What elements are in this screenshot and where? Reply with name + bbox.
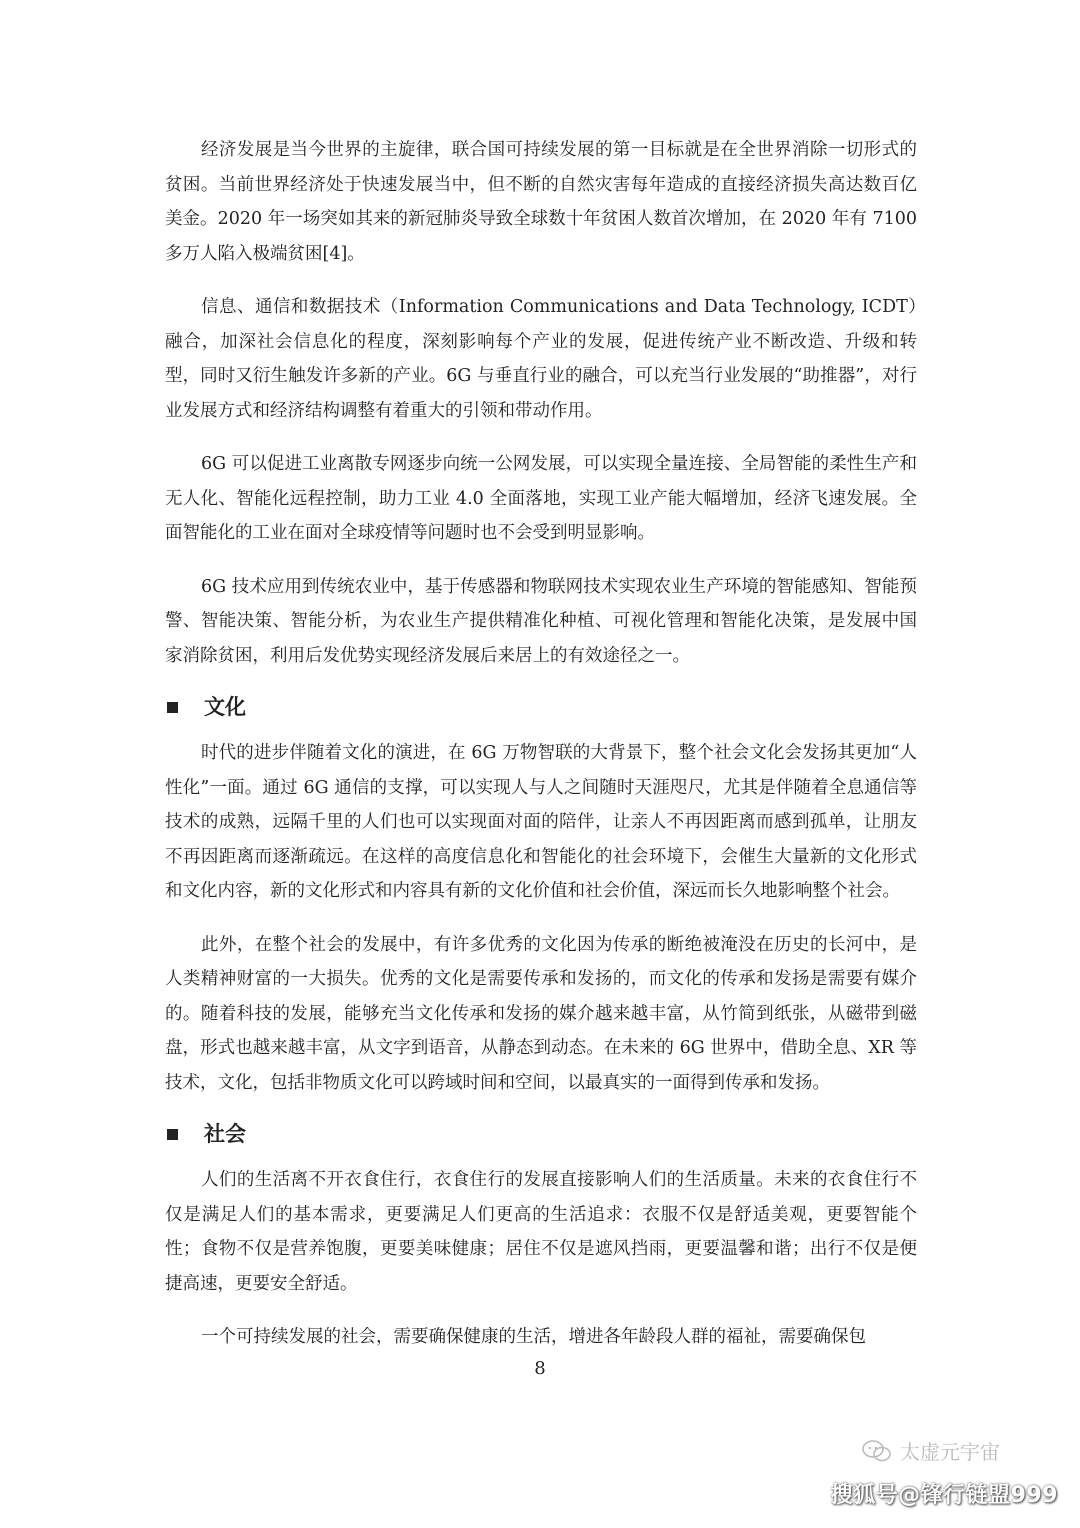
paragraph: 一个可持续发展的社会，需要确保健康的生活，增进各年龄段人群的福祉，需要确保包 [201,1327,866,1347]
paragraph: 6G 可以促进工业离散专网逐步向统一公网发展，可以实现全量连接、全局智能的柔性生产和无人化、智能化远程控制，助力工业 4.0 全面落地，实现工业产能大幅增加，经济飞速发展。全面智能化的工业在面对全球疫情等问题时也不会受到明显影响。 [165,454,917,543]
page-content [165,133,917,1374]
section-heading-society [165,1119,917,1149]
square-bullet-icon [167,1129,178,1140]
section-title: 社会 [204,1122,246,1146]
section-title: 文化 [204,695,246,719]
paragraph: 6G 技术应用到传统农业中，基于传感器和物联网技术实现农业生产环境的智能感知、智能预警、智能决策、智能分析，为农业生产提供精准化种植、可视化管理和智能化决策，是发展中国家消除贫困，利用后发优势实现经济发展后来居上的有效途径之一。 [165,576,917,666]
paragraph: 时代的进步伴随着文化的演进，在 6G 万物智联的大背景下，整个社会文化会发扬其更加“人性化”一面。通过 6G 通信的支撑，可以实现人与人之间随时天涯咫尺，尤其是伴随着全息通信等技术的成熟，远隔千里的人们也可以实现面对面的陪伴，让亲人不再因距离而感到孤单，让朋友不再因距离而逐渐疏远。在这样的高度信息化和智能化的社会环境下，会催生大量新的文化形式和文化内容，新的文化形式和内容具有新的文化价值和社会价值，深远而长久地影响整个社会。 [165,743,917,901]
brand-mark [862,1436,1000,1465]
section-heading-culture [165,692,917,722]
paragraph: 经济发展是当今世界的主旋律，联合国可持续发展的第一目标就是在全世界消除一切形式的贫困。当前世界经济处于快速发展当中，但不断的自然灾害每年造成的直接经济损失高达数百亿美金。2020 年一场突如其来的新冠肺炎导致全球数十年贫困人数首次增加，在 2020 年有 7100 多万人陷入极端贫困[4]。 [165,140,917,264]
paragraph: 人们的生活离不开衣食住行，衣食住行的发展直接影响人们的生活质量。未来的衣食住行不仅是满足人们的基本需求，更要满足人们更高的生活追求：衣服不仅是舒适美观，更要智能个性；食物不仅是营养饱腹，更要美味健康；居住不仅是遮风挡雨，更要温馨和谐；出行不仅是便捷高速，更要安全舒适。 [165,1170,917,1294]
wechat-icon [862,1440,892,1462]
watermark-text: 搜狐号@锋行链盟999 [830,1483,1058,1508]
page-number: 8 [534,1358,546,1379]
brand-text: 太虚元宇宙 [900,1440,1000,1464]
paragraph: 信息、通信和数据技术（Information Communications and Data Technology, ICDT）融合，加深社会信息化的程度，深刻影响每个产业的发展，促进传统产业不断改造、升级和转型，同时又衍生触发许多新的产业。6G 与垂直行业的融合，可以充当行业发展的“助推器”，对行业发展方式和经济结构调整有着重大的引领和带动作用。 [165,297,917,421]
square-bullet-icon [167,702,178,713]
paragraph: 此外，在整个社会的发展中，有许多优秀的文化因为传承的断绝被淹没在历史的长河中，是人类精神财富的一大损失。优秀的文化是需要传承和发扬的，而文化的传承和发扬是需要有媒介的。随着科技的发展，能够充当文化传承和发扬的媒介越来越丰富，从竹简到纸张，从磁带到磁盘，形式也越来越丰富，从文字到语音，从静态到动态。在未来的 6G 世界中，借助全息、XR 等技术，文化，包括非物质文化可以跨域时间和空间，以最真实的一面得到传承和发扬。 [165,934,917,1093]
